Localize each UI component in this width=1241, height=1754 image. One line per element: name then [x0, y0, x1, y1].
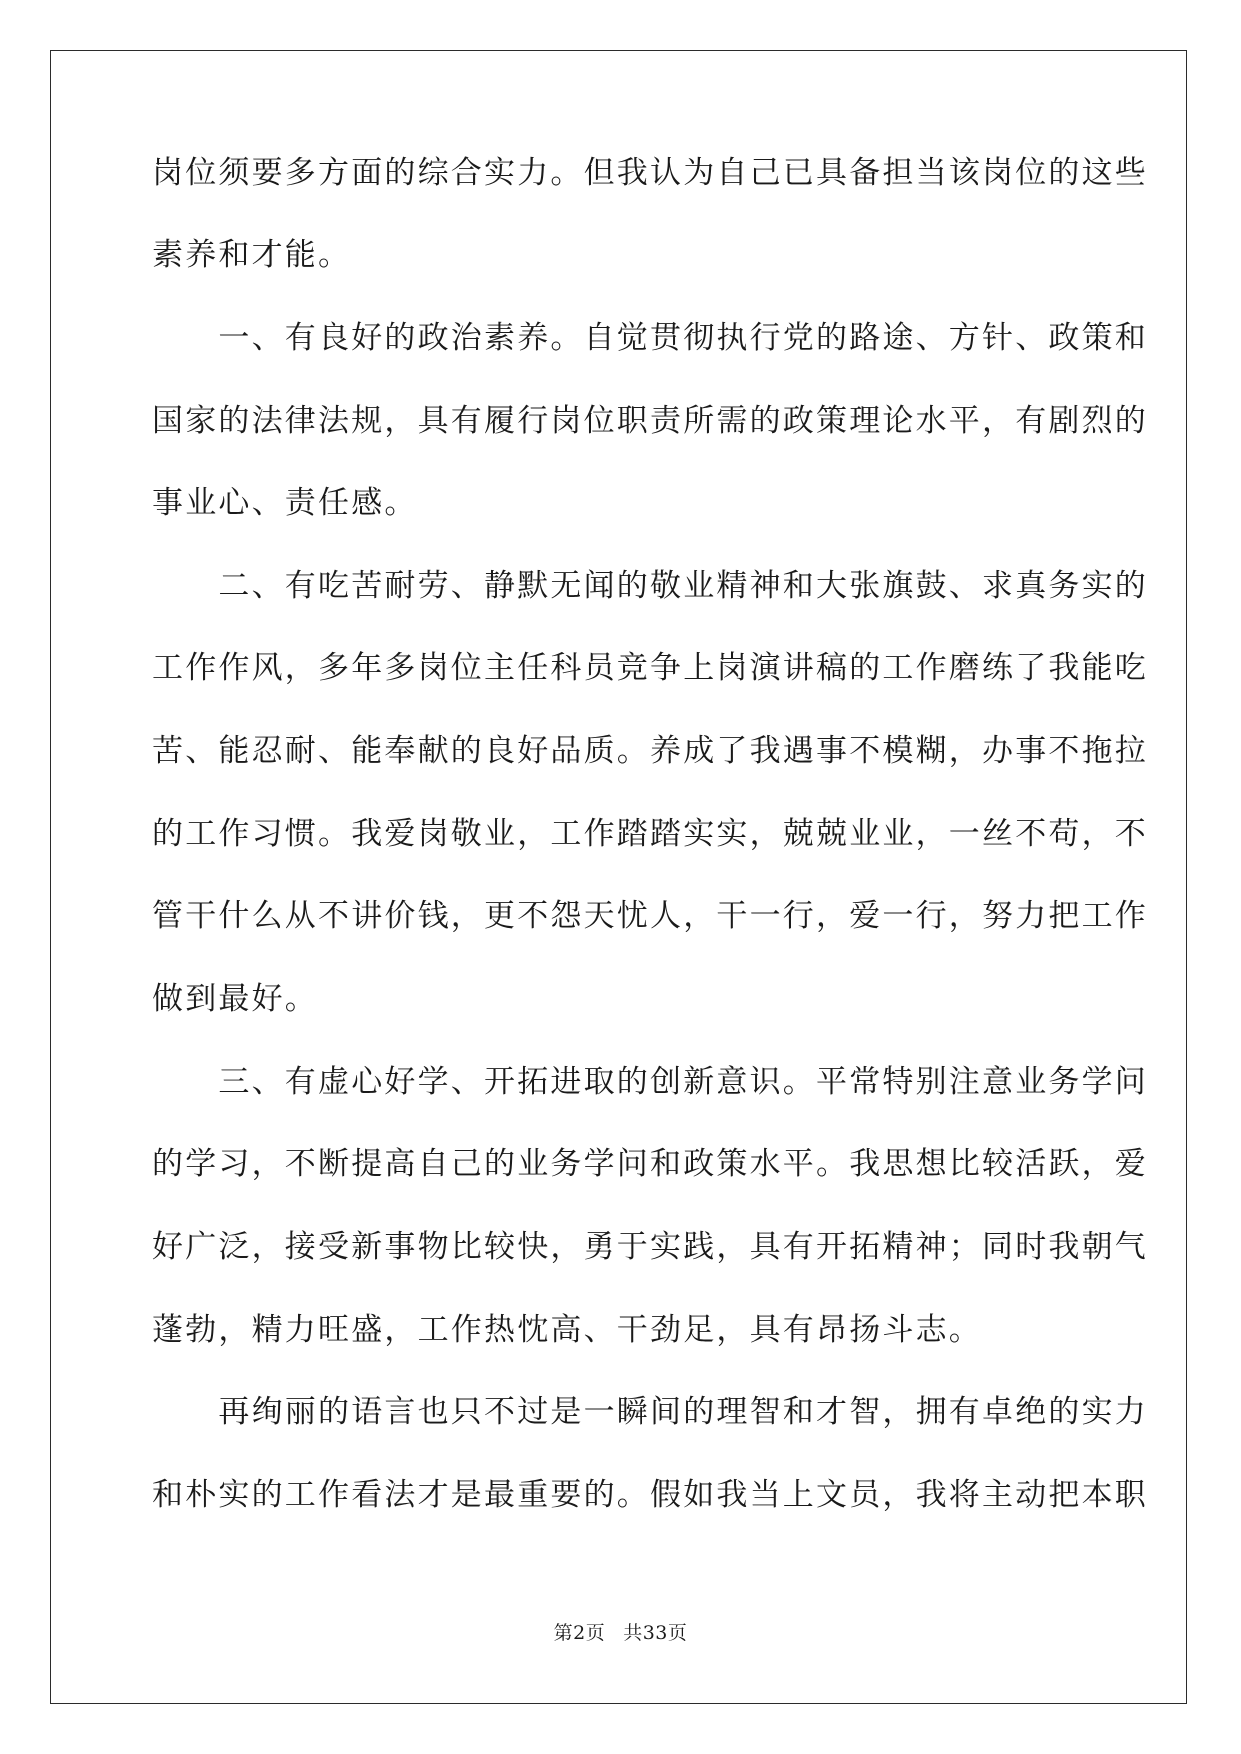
text-line: 工作作风，多年多岗位主任科员竞争上岗演讲稿的工作磨练了我能吃 — [152, 650, 1148, 686]
text-line: 岗位须要多方面的综合实力。但我认为自己已具备担当该岗位的这些 — [152, 155, 1148, 191]
text-line: 的学习，不断提高自己的业务学问和政策水平。我思想比较活跃，爱 — [152, 1146, 1148, 1182]
text-line: 国家的法律法规，具有履行岗位职责所需的政策理论水平，有剧烈的 — [152, 403, 1148, 439]
text-line: 再绚丽的语言也只不过是一瞬间的理智和才智，拥有卓绝的实力 — [152, 1394, 1148, 1430]
text-line: 的工作习惯。我爱岗敬业，工作踏踏实实，兢兢业业，一丝不苟，不 — [152, 816, 1148, 852]
page-footer — [0, 1618, 1241, 1645]
text-line: 蓬勃，精力旺盛，工作热忱高、干劲足，具有昂扬斗志。 — [152, 1312, 982, 1348]
text-line: 苦、能忍耐、能奉献的良好品质。养成了我遇事不模糊，办事不拖拉 — [152, 733, 1148, 769]
page-border — [50, 50, 1187, 1704]
text-line: 二、有吃苦耐劳、静默无闻的敬业精神和大张旗鼓、求真务实的 — [152, 568, 1148, 604]
text-line: 好广泛，接受新事物比较快，勇于实践，具有开拓精神；同时我朝气 — [152, 1229, 1148, 1265]
text-line: 素养和才能。 — [152, 237, 352, 273]
text-line: 管干什么从不讲价钱，更不怨天忧人，干一行，爱一行，努力把工作 — [152, 898, 1148, 934]
text-line: 三、有虚心好学、开拓进取的创新意识。平常特别注意业务学问 — [152, 1064, 1148, 1100]
text-line: 事业心、责任感。 — [152, 485, 418, 521]
page-number: 第2页 — [553, 1622, 606, 1644]
text-line: 和朴实的工作看法才是最重要的。假如我当上文员，我将主动把本职 — [152, 1477, 1148, 1513]
text-line: 做到最好。 — [152, 981, 318, 1017]
page-total: 共33页 — [623, 1622, 688, 1644]
text-line: 一、有良好的政治素养。自觉贯彻执行党的路途、方针、政策和 — [152, 320, 1148, 356]
